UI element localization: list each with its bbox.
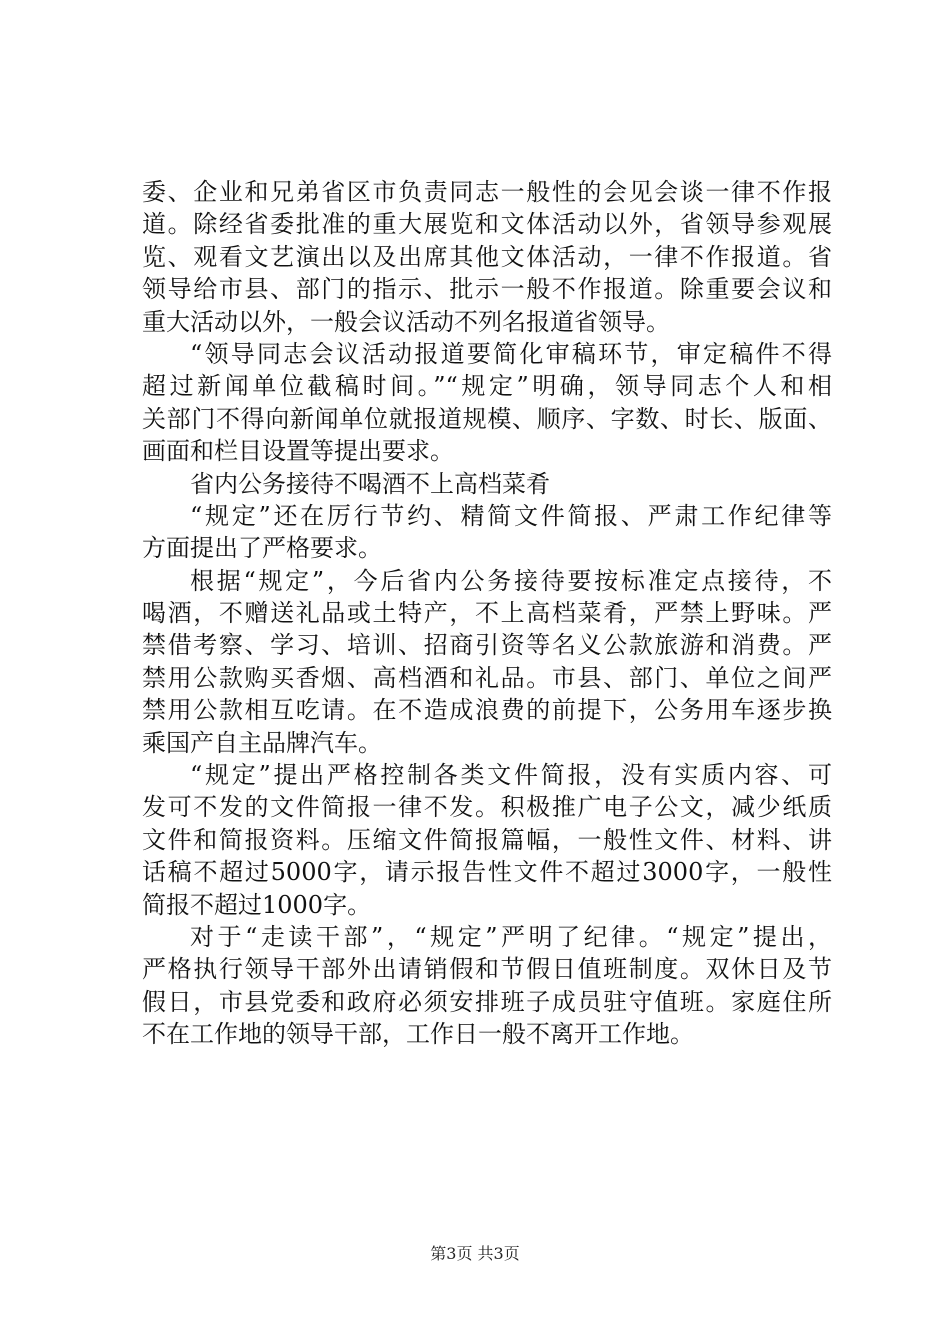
text-line: 领导给市县、部门的指示、批示一般不作报道。除重要会议和 [142,275,832,304]
text-line: 喝酒，不赠送礼品或土特产，不上高档菜肴，严禁上野味。严 [142,599,832,628]
text-line: “规定”还在厉行节约、精简文件简报、严肃工作纪律等 [190,501,832,530]
text-line: 不在工作地的领导干部，工作日一般不离开工作地。 [142,1020,694,1049]
text-line: 根据“规定”，今后省内公务接待要按标准定点接待，不 [190,566,832,595]
text-line: 道。除经省委批准的重大展览和文体活动以外，省领导参观展 [142,210,832,239]
text-line: 发可不发的文件简报一律不发。积极推广电子公文，减少纸质 [142,793,832,822]
text-line: 禁用公款购买香烟、高档酒和礼品。市县、部门、单位之间严 [142,663,832,692]
text-line: “领导同志会议活动报道要简化审稿环节，审定稿件不得 [190,339,832,368]
text-line: 省内公务接待不喝酒不上高档菜肴 [190,469,550,498]
text-line: 关部门不得向新闻单位就报道规模、顺序、字数、时长、版面、 [142,404,832,433]
text-line: 重大活动以外，一般会议活动不列名报道省领导。 [142,307,670,336]
text-line: 假日，市县党委和政府必须安排班子成员驻守值班。家庭住所 [142,987,832,1016]
page-footer [0,1244,950,1264]
text-line: 严格执行领导干部外出请销假和节假日值班制度。双休日及节 [142,955,832,984]
text-line: 简报不超过1000字。 [142,890,372,919]
document-body [142,176,832,1051]
text-line: 对于“走读干部”，“规定”严明了纪律。“规定”提出， [190,922,832,951]
text-line: “规定”提出严格控制各类文件简报，没有实质内容、可 [190,761,832,790]
text-line: 超过新闻单位截稿时间。”“规定”明确，领导同志个人和相 [142,372,832,401]
text-line: 乘国产自主品牌汽车。 [142,728,382,757]
page-number-label: 第3页 共3页 [430,1244,520,1263]
text-line: 画面和栏目设置等提出要求。 [142,437,454,466]
text-line: 话稿不超过5000字，请示报告性文件不超过3000字，一般性 [142,858,832,887]
text-line: 方面提出了严格要求。 [142,534,382,563]
text-line: 禁借考察、学习、培训、招商引资等名义公款旅游和消费。严 [142,631,832,660]
text-line: 览、观看文艺演出以及出席其他文体活动，一律不作报道。省 [142,242,832,271]
text-line: 文件和简报资料。压缩文件简报篇幅，一般性文件、材料、讲 [142,825,832,854]
text-line: 禁用公款相互吃请。在不造成浪费的前提下，公务用车逐步换 [142,696,832,725]
text-line: 委、企业和兄弟省区市负责同志一般性的会见会谈一律不作报 [142,178,832,206]
